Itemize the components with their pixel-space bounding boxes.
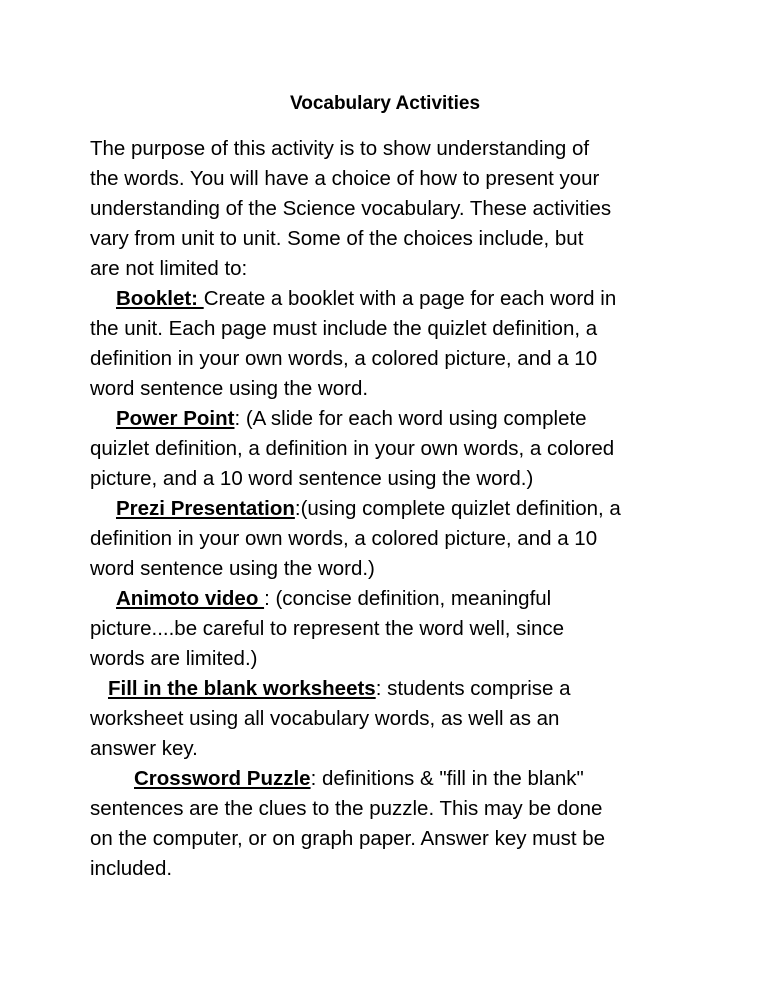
fillblank-line: worksheet using all vocabulary words, as well as an: [90, 707, 560, 730]
animoto-line: picture....be careful to represent the word well, since: [90, 617, 565, 640]
crossword-desc: : definitions & "fill in the blank": [310, 767, 584, 790]
powerpoint-line: picture, and a 10 word sentence using the word.): [90, 467, 534, 490]
page-title: Vocabulary Activities: [289, 93, 481, 114]
booklet-term: Booklet:: [116, 287, 204, 310]
document-page: [90, 90, 690, 884]
prezi-term: Prezi Presentation: [116, 497, 295, 520]
booklet-desc: Create a booklet with a page for each word in: [203, 287, 617, 310]
booklet-line: definition in your own words, a colored picture, and a 10: [90, 347, 598, 370]
animoto-item: [90, 584, 690, 614]
fillblank-item: [90, 674, 690, 704]
animoto-desc: : (concise definition, meaningful: [264, 587, 552, 610]
document-body: [90, 134, 690, 884]
powerpoint-line: quizlet definition, a definition in your own words, a colored: [90, 437, 615, 460]
intro-line: are not limited to:: [90, 257, 248, 280]
booklet-item: [90, 284, 690, 314]
animoto-term: Animoto video: [116, 587, 265, 610]
intro-line: vary from unit to unit. Some of the choices include, but: [90, 227, 584, 250]
prezi-desc: :(using complete quizlet definition, a: [294, 497, 621, 520]
fillblank-term: Fill in the blank worksheets: [108, 677, 376, 700]
intro-line: understanding of the Science vocabulary. These activities: [90, 197, 612, 220]
animoto-line: words are limited.): [90, 647, 258, 670]
crossword-term: Crossword Puzzle: [134, 767, 311, 790]
booklet-line: word sentence using the word.: [90, 377, 369, 400]
crossword-item: [90, 764, 690, 794]
intro-line: the words. You will have a choice of how to present your: [90, 167, 600, 190]
intro-line: The purpose of this activity is to show understanding of: [90, 137, 590, 160]
powerpoint-desc: : (A slide for each word using complete: [234, 407, 587, 430]
fillblank-line: answer key.: [90, 737, 198, 760]
crossword-line: included.: [90, 857, 173, 880]
prezi-line: word sentence using the word.): [90, 557, 375, 580]
booklet-line: the unit. Each page must include the quizlet definition, a: [90, 317, 598, 340]
powerpoint-term: Power Point: [116, 407, 235, 430]
powerpoint-item: [90, 404, 690, 434]
fillblank-desc: : students comprise a: [375, 677, 571, 700]
prezi-line: definition in your own words, a colored picture, and a 10: [90, 527, 598, 550]
crossword-line: on the computer, or on graph paper. Answer key must be: [90, 827, 606, 850]
crossword-line: sentences are the clues to the puzzle. This may be done: [90, 797, 603, 820]
prezi-item: [90, 494, 690, 524]
